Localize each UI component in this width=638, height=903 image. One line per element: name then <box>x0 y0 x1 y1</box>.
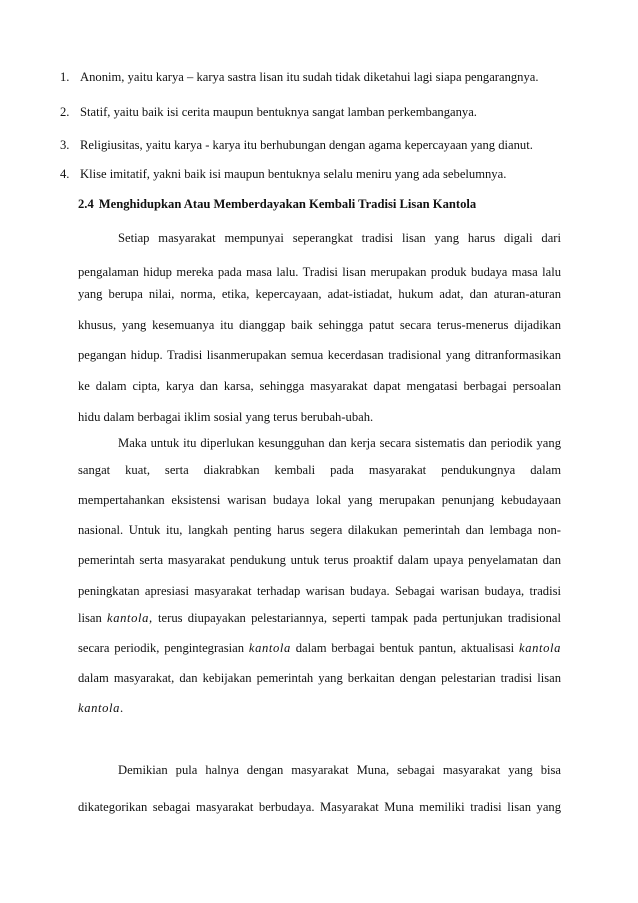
paragraph-line: Setiap masyarakat mempunyai seperangkat tradisi lisan yang harus digali dari <box>118 231 561 245</box>
section-heading <box>78 196 476 212</box>
section-title: Menghidupkan Atau Memberdayakan Kembali Tradisi Lisan Kantola <box>98 197 477 211</box>
list-item-text: Klise imitatif, yakni baik isi maupun bentuknya selalu meniru yang ada sebelumnya. <box>80 167 507 181</box>
list-item <box>60 69 580 85</box>
paragraph-line: mempertahankan eksistensi warisan budaya lokal yang merupakan penunjang kebudayaan <box>78 493 561 507</box>
paragraph-line: ke dalam cipta, karya dan karsa, sehingga masyarakat dapat mengatasi berbagai persoalan <box>78 379 561 393</box>
paragraph-line: Demikian pula halnya dengan masyarakat Muna, sebagai masyarakat yang bisa <box>118 763 561 777</box>
italic-term: kantola, <box>107 611 153 625</box>
italic-term: kantola <box>248 641 291 655</box>
paragraph-line: hidu dalam berbagai iklim sosial yang terus berubah-ubah. <box>78 410 374 424</box>
list-item-number: 2. <box>60 105 70 119</box>
paragraph-line: dalam masyarakat, dan kebijakan pemerintah yang berkaitan dengan pelestarian tradisi lisan <box>78 671 561 685</box>
paragraph-line: khusus, yang kesemuanya itu dianggap baik sehingga patut secara terus-menerus dijadikan <box>78 318 561 332</box>
line-text: dalam berbagai bentuk pantun, aktualisasi <box>290 641 520 655</box>
paragraph-line: peningkatan apresiasi masyarakat terhadap warisan budaya. Sebagai warisan budaya, tradisi <box>78 584 561 598</box>
list-item-text: Statif, yaitu baik isi cerita maupun bentuknya sangat lamban perkembanganya. <box>80 105 477 119</box>
list-item <box>60 137 580 153</box>
list-item-number: 3. <box>60 138 70 152</box>
line-text: terus diupayakan pelestariannya, seperti tampak pada pertunjukan tradisional <box>152 611 561 625</box>
paragraph-line: Maka untuk itu diperlukan kesungguhan dan kerja secara sistematis dan periodik yang <box>118 436 561 450</box>
section-number: 2.4 <box>78 197 94 211</box>
paragraph-line <box>78 610 561 626</box>
italic-term: kantola <box>519 641 561 655</box>
paragraph-line: pengalaman hidup mereka pada masa lalu. Tradisi lisan merupakan produk budaya masa lalu <box>78 265 561 279</box>
paragraph-line <box>78 700 561 716</box>
line-text: . <box>119 701 124 715</box>
italic-term: kantola <box>78 701 120 715</box>
list-item-number: 4. <box>60 167 70 181</box>
paragraph-line: pegangan hidup. Tradisi lisanmerupakan semua kecerdasan tradisional yang ditranformasikan <box>78 348 561 362</box>
paragraph-line: yang berupa nilai, norma, etika, kepercayaan, adat-istiadat, hukum adat, dan aturan-aturan <box>78 287 561 301</box>
list-item-number: 1. <box>60 70 70 84</box>
paragraph-line: pemerintah serta masyarakat pendukung untuk terus proaktif dalam upaya penyelamatan dan <box>78 553 561 567</box>
list-item <box>60 104 580 120</box>
paragraph-line <box>78 640 561 656</box>
paragraph-line: sangat kuat, serta diakrabkan kembali pada masyarakat pendukungnya dalam <box>78 463 561 477</box>
line-text: lisan <box>78 611 108 625</box>
list-item-text: Religiusitas, yaitu karya - karya itu berhubungan dengan agama kepercayaan yang dianut. <box>80 138 533 152</box>
paragraph-line: dikategorikan sebagai masyarakat berbudaya. Masyarakat Muna memiliki tradisi lisan yang <box>78 800 561 814</box>
line-text: secara periodik, pengintegrasian <box>78 641 249 655</box>
list-item-text: Anonim, yaitu karya – karya sastra lisan itu sudah tidak diketahui lagi siapa pengarangnya. <box>80 70 539 84</box>
paragraph-line: nasional. Untuk itu, langkah penting harus segera dilakukan pemerintah dan lembaga non- <box>78 523 561 537</box>
list-item <box>60 166 580 182</box>
